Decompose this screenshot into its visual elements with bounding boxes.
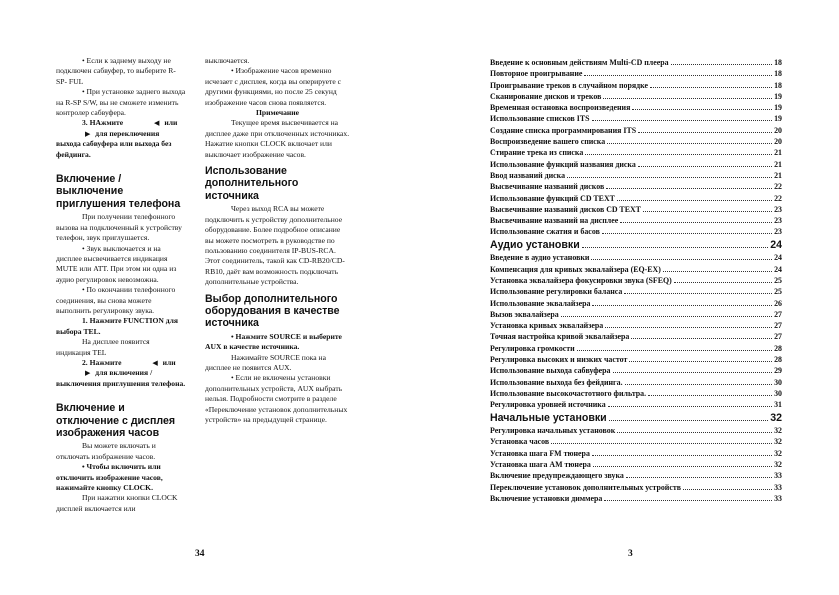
toc-title: Проигрывание треков в случайном порядке [490, 80, 648, 90]
toc-row [490, 459, 782, 470]
toc-page: 32 [770, 411, 782, 424]
para-press-source: Нажимайте SOURCE пока на дисплее не появится AUX. [205, 352, 326, 372]
note-title: Примечание [255, 108, 300, 118]
toc-row [490, 252, 782, 263]
toc-title: Установка шага FM тюнера [490, 448, 590, 458]
toc-leader [567, 170, 772, 178]
step-1-function: 1. Нажмите FUNCTION для выбора TEL. [56, 316, 178, 336]
para-clock-toggle: Вы можете включать и отключать изображение часов. [56, 441, 156, 461]
toc-page: 22 [774, 182, 782, 192]
left-page [0, 0, 419, 595]
toc-page: 24 [770, 238, 782, 251]
toc-leader [625, 377, 773, 385]
toc-leader [608, 399, 772, 407]
toc-leader [624, 286, 772, 294]
toc-row [490, 136, 782, 147]
toc-title: Установка кривых эквалайзера [490, 321, 604, 331]
toc-title: Включение предупреждающего звука [490, 471, 624, 481]
toc-row [490, 470, 782, 481]
toc-leader [631, 331, 772, 339]
toc-title: Использование регулировки баланса [490, 287, 623, 297]
toc-title: Воспроизведение вашего списка [490, 137, 606, 147]
toc-leader [561, 309, 772, 317]
toc-title: Использование функций CD TEXT [490, 193, 615, 203]
toc-leader [577, 343, 772, 351]
toc-title: Высвечивание названий дисков [490, 182, 605, 192]
toc-title: Вызов эквалайзера [490, 309, 559, 319]
toc-title: Повторное проигрывание [490, 69, 583, 79]
toc-row [490, 493, 782, 504]
toc-row [490, 309, 782, 320]
toc-leader [683, 482, 772, 490]
toc-leader [602, 226, 772, 234]
table-of-contents [490, 57, 782, 504]
toc-section-row [490, 411, 782, 426]
toc-title: Введение к основным действиям Multi-CD плеера [490, 58, 669, 67]
toc-title: Использование функций названия диска [490, 159, 636, 169]
toc-leader [617, 193, 772, 201]
toc-page: 24 [774, 253, 782, 263]
toc-leader [643, 204, 772, 212]
toc-title: Регулировка высоких и низких частот [490, 355, 628, 365]
toc-page: 18 [774, 80, 782, 90]
step-2-phone-mute: 2. Нажмите ◀ или ▶ для включения / выключения приглушения телефона. [56, 357, 186, 388]
toc-row [490, 159, 782, 170]
toc-leader [626, 470, 772, 478]
toc-leader [648, 388, 772, 396]
toc-row [490, 388, 782, 399]
toc-title: Точная настройка кривой эквалайзера [490, 332, 630, 342]
toc-row [490, 102, 782, 113]
toc-page: 33 [774, 471, 782, 481]
toc-row [490, 91, 782, 102]
toc-leader [592, 298, 772, 306]
step-source-aux: • Нажмите SOURCE и выберите AUX в качестве источника. [205, 331, 342, 352]
toc-row [490, 215, 782, 226]
note-rear-output: • Если к заднему выходу не подключен сабвуфер, то выберите R-SP- FUL [56, 56, 176, 86]
page-number-left: 34 [195, 549, 205, 559]
toc-row [490, 275, 782, 286]
para-clock-hidden: • Изображение часов временно исчезает с дисплея, когда вы оперируете с другими функциями, но после 25 секунд изображение часов снова появляется. [205, 66, 341, 107]
toc-leader [638, 159, 772, 167]
right-arrow-icon: ▶ [85, 129, 91, 138]
toc-row [490, 226, 782, 237]
toc-row [490, 147, 782, 158]
para-continued: выключается. [205, 56, 250, 65]
toc-title: Установка часов [490, 437, 550, 447]
toc-leader [605, 320, 772, 328]
toc-page: 27 [774, 321, 782, 331]
toc-leader [606, 181, 772, 189]
para-clock-button: • Чтобы включить или отключить изображение часов, нажимайте кнопку CLOCK. [56, 462, 163, 493]
toc-row [490, 482, 782, 493]
left-arrow-icon: ◀ [154, 119, 160, 128]
page-number-right: 3 [628, 549, 633, 559]
toc-page: 32 [774, 437, 782, 447]
toc-title: Использование списков ITS [490, 114, 590, 124]
toc-leader [593, 459, 772, 467]
toc-row [490, 264, 782, 275]
toc-title: Создание списка программирования ITS [490, 125, 637, 135]
toc-leader [620, 215, 772, 223]
toc-row [490, 354, 782, 365]
toc-row [490, 425, 782, 436]
toc-row [490, 448, 782, 459]
toc-page: 25 [774, 275, 782, 285]
toc-page: 23 [774, 204, 782, 214]
toc-title: Использование высокочастотного фильтра. [490, 388, 647, 398]
para-clock-press: При нажатии кнопки CLOCK дисплей включается или [56, 493, 178, 513]
toc-row [490, 68, 782, 79]
toc-leader [585, 147, 772, 155]
toc-page: 22 [774, 193, 782, 203]
toc-title: Высвечивание названий на дисплее [490, 216, 619, 226]
toc-title: Временная остановка воспроизведения [490, 103, 631, 113]
toc-page: 20 [774, 137, 782, 147]
toc-title: Использование эквалайзера [490, 298, 591, 308]
toc-page: 26 [774, 298, 782, 308]
toc-row [490, 343, 782, 354]
toc-leader [609, 411, 769, 421]
toc-title: Стирание трека из списка [490, 148, 584, 158]
toc-leader [671, 57, 773, 65]
toc-page: 33 [774, 482, 782, 492]
toc-page: 21 [774, 148, 782, 158]
toc-leader [607, 136, 772, 144]
toc-page: 18 [774, 69, 782, 79]
toc-title: Использование выхода без фейдинга. [490, 377, 623, 387]
left-arrow-icon: ◀ [152, 358, 158, 367]
toc-title: Установка эквалайзера фокусировки звука (SFEQ) [490, 275, 672, 285]
toc-row [490, 80, 782, 91]
toc-leader [650, 80, 772, 88]
toc-page: 30 [774, 377, 782, 387]
toc-page: 32 [774, 426, 782, 436]
toc-leader [604, 493, 772, 501]
toc-title: Регулировка уровней источника [490, 400, 606, 410]
toc-page: 27 [774, 332, 782, 342]
toc-title: Переключение установок дополнительных устройств [490, 482, 681, 492]
step-3-subwoofer: 3. НАжмите ◀ или ▶ для переключения выхода сабвуфера или выхода без фейдинга. [56, 118, 178, 159]
toc-row [490, 181, 782, 192]
toc-page: 21 [774, 170, 782, 180]
toc-page: 25 [774, 287, 782, 297]
toc-row [490, 113, 782, 124]
toc-row [490, 57, 782, 68]
toc-title: Компенсация для кривых эквалайзера (EQ-EX) [490, 264, 661, 274]
toc-leader [663, 264, 772, 272]
toc-title: Ввод названий диска [490, 170, 566, 180]
toc-leader [674, 275, 772, 283]
toc-leader [603, 91, 772, 99]
toc-row [490, 331, 782, 342]
middle-column [205, 56, 350, 425]
toc-title: Использование выхода сабвуфера [490, 366, 611, 376]
toc-row [490, 204, 782, 215]
toc-leader [592, 113, 773, 121]
toc-page: 28 [774, 355, 782, 365]
toc-row [490, 286, 782, 297]
toc-leader [592, 448, 772, 456]
para-aux-unavailable: • Если не включены установки дополнительных устройств, AUX выбрать нельзя. Подробности смотрите в разделе «Переключение установок дополнительных устройств» на предыдущей странице. [205, 373, 348, 424]
toc-row [490, 125, 782, 136]
para-rca-output: Через выход RCA вы можете подключить к устройству дополнительное оборудование. Более подробное описание вы можете посмотреть в руководстве по пользованию соединителя IP-BUS-RCA. Этот соединитель, такой как CD-RB20/CD-RB10, даёт вам возможность подключать дополнительные устройства. [205, 204, 345, 287]
toc-title: Регулировка начальных установок [490, 426, 616, 436]
note-text: Текущее время высвечивается на дисплее даже при отключенных источниках. Нажатие кнопки CLOCK включает или выключает изображение часов. [205, 118, 350, 159]
toc-leader [638, 125, 772, 133]
toc-leader [629, 354, 772, 362]
toc-row [490, 193, 782, 204]
toc-leader [613, 365, 773, 373]
toc-row [490, 436, 782, 447]
toc-title: Высвечивание названий дисков CD TEXT [490, 204, 641, 214]
toc-leader [584, 68, 772, 76]
toc-page: 20 [774, 125, 782, 135]
toc-page: 29 [774, 366, 782, 376]
para-tel-indicator: На дисплее появится индикация TEL [56, 337, 150, 357]
toc-row [490, 298, 782, 309]
para-after-call: • По окончании телефонного соединения, вы снова можете выполнить регулировку звука. [56, 285, 176, 315]
toc-leader [591, 252, 772, 260]
heading-extra-source: Использование дополнительного источника [205, 165, 299, 202]
toc-page: 30 [774, 388, 782, 398]
toc-page: 32 [774, 459, 782, 469]
toc-title: Введение в аудио установки [490, 253, 590, 263]
toc-page: 23 [774, 227, 782, 237]
toc-page: 27 [774, 309, 782, 319]
toc-page: 28 [774, 343, 782, 353]
toc-row [490, 320, 782, 331]
toc-row [490, 399, 782, 410]
toc-page: 18 [774, 58, 782, 67]
heading-select-source: Выбор дополнительного оборудования в качестве источника [205, 292, 340, 330]
toc-page: 33 [774, 493, 782, 503]
toc-row [490, 170, 782, 181]
toc-title: Использование сжатия и басов [490, 227, 600, 237]
toc-leader [551, 436, 772, 444]
toc-page: 32 [774, 448, 782, 458]
toc-section-row [490, 238, 782, 253]
toc-leader [617, 425, 772, 433]
toc-title: Включение установки диммера [490, 493, 603, 503]
toc-title: Начальные установки [490, 411, 607, 424]
toc-title: Сканирование дисков и треков [490, 91, 602, 101]
toc-page: 19 [774, 91, 782, 101]
toc-title: Аудио установки [490, 238, 580, 251]
toc-title: Установка шага AM тюнера [490, 459, 591, 469]
note-rear-sp-sw: • При установке заднего выхода на R-SP S/W, вы не сможете изменить контролер сабвуфера. [56, 87, 186, 118]
toc-row [490, 365, 782, 376]
toc-title: Регулировка громкости [490, 343, 575, 353]
right-arrow-icon: ▶ [85, 369, 91, 378]
left-column [56, 56, 186, 514]
toc-page: 21 [774, 159, 782, 169]
toc-page: 24 [774, 264, 782, 274]
para-mute-indicator: • Звук выключается и на дисплее высвечивается индикация MUTE или ATT. При этом ни одна из аудио регулировок невозможна. [56, 243, 177, 284]
toc-row [490, 377, 782, 388]
toc-page: 31 [774, 400, 782, 410]
toc-page: 19 [774, 114, 782, 124]
para-phone-call: При получении телефонного вызова на подключенный к устройству телефон, звук приглушается. [56, 212, 182, 243]
heading-phone-mute: Включение / выключение приглушения телефона [56, 173, 181, 210]
toc-leader [632, 102, 772, 110]
heading-clock-display: Включение и отключение с дисплея изображения часов [56, 402, 176, 439]
toc-page: 19 [774, 103, 782, 113]
toc-leader [582, 238, 768, 248]
toc-page: 23 [774, 216, 782, 226]
